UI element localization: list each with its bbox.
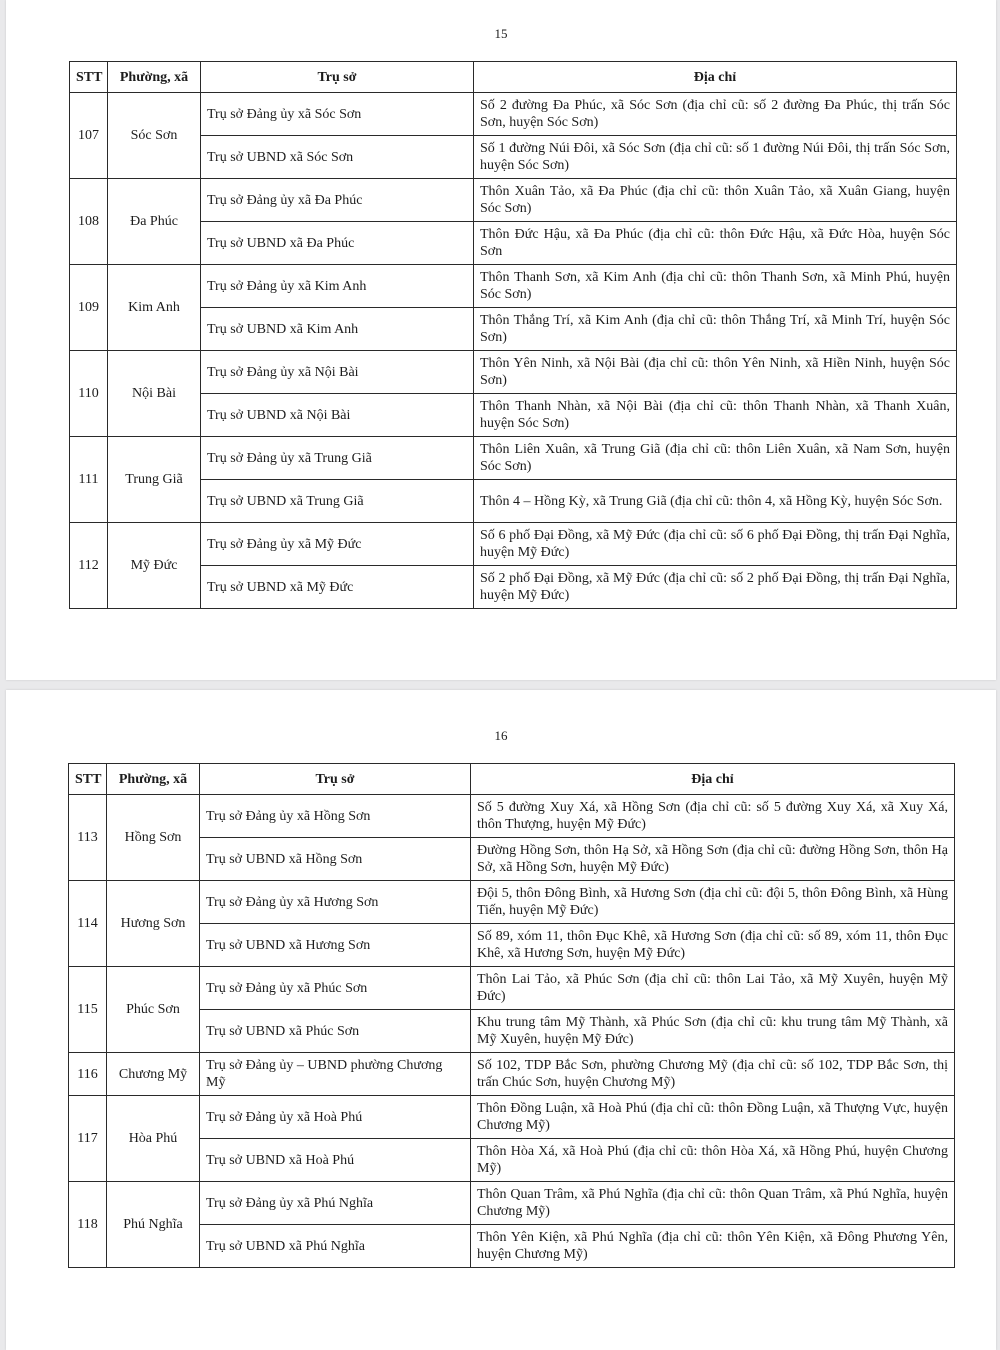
- table-row: [70, 222, 957, 265]
- header-ward: Phường, xã: [107, 764, 200, 795]
- address-cell: Thôn Hòa Xá, xã Hoà Phú (địa chỉ cũ: thôn Hòa Xá, xã Hồng Phú, huyện Chương Mỹ): [471, 1139, 955, 1182]
- office-cell: Trụ sở UBND xã Hoà Phú: [200, 1139, 471, 1182]
- address-cell: Thôn Yên Ninh, xã Nội Bài (địa chỉ cũ: thôn Yên Ninh, xã Hiền Ninh, huyện Sóc Sơn): [474, 351, 957, 394]
- stt-cell: 109: [70, 265, 108, 351]
- ward-cell: Đa Phúc: [108, 179, 201, 265]
- office-cell: Trụ sở Đảng ủy xã Sóc Sơn: [201, 93, 474, 136]
- office-cell: Trụ sở UBND xã Hồng Sơn: [200, 838, 471, 881]
- stt-cell: 118: [69, 1182, 107, 1268]
- address-cell: Thôn Yên Kiện, xã Phú Nghĩa (địa chỉ cũ: thôn Yên Kiện, xã Đông Phương Yên, huyện Chương Mỹ): [471, 1225, 955, 1268]
- stt-cell: 111: [70, 437, 108, 523]
- table-row: [70, 93, 957, 136]
- table-header-row: [70, 62, 957, 93]
- table-row: [69, 1096, 955, 1139]
- header-ward: Phường, xã: [108, 62, 201, 93]
- address-cell: Thôn Thanh Nhàn, xã Nội Bài (địa chỉ cũ: thôn Thanh Nhàn, xã Thanh Xuân, huyện Sóc Sơn): [474, 394, 957, 437]
- address-cell: Đường Hồng Sơn, thôn Hạ Sở, xã Hồng Sơn (địa chỉ cũ: đường Hồng Sơn, thôn Hạ Sở, xã Hồng Sơn, huyện Mỹ Đức): [471, 838, 955, 881]
- ward-cell: Phú Nghĩa: [107, 1182, 200, 1268]
- ward-cell: Hòa Phú: [107, 1096, 200, 1182]
- table-header-row: [69, 764, 955, 795]
- address-cell: Số 2 đường Đa Phúc, xã Sóc Sơn (địa chỉ cũ: số 2 đường Đa Phúc, thị trấn Sóc Sơn, huyện Sóc Sơn): [474, 93, 957, 136]
- table-row: [69, 795, 955, 838]
- address-cell: Số 6 phố Đại Đồng, xã Mỹ Đức (địa chỉ cũ: số 6 phố Đại Đồng, thị trấn Đại Nghĩa, huyện Mỹ Đức): [474, 523, 957, 566]
- office-cell: Trụ sở UBND xã Trung Giã: [201, 480, 474, 523]
- address-cell: Thôn Quan Trâm, xã Phú Nghĩa (địa chỉ cũ: thôn Quan Trâm, xã Phú Nghĩa, huyện Chương Mỹ): [471, 1182, 955, 1225]
- table-row: [69, 1139, 955, 1182]
- stt-cell: 110: [70, 351, 108, 437]
- office-cell: Trụ sở Đảng ủy xã Hương Sơn: [200, 881, 471, 924]
- table-row: [69, 1053, 955, 1096]
- office-cell: Trụ sở UBND xã Phúc Sơn: [200, 1010, 471, 1053]
- address-cell: Thôn Thanh Sơn, xã Kim Anh (địa chỉ cũ: thôn Thanh Sơn, xã Minh Phú, huyện Sóc Sơn): [474, 265, 957, 308]
- address-cell: Số 102, TDP Bắc Sơn, phường Chương Mỹ (địa chỉ cũ: số 102, TDP Bắc Sơn, thị trấn Chúc Sơn, huyện Chương Mỹ): [471, 1053, 955, 1096]
- stt-cell: 108: [70, 179, 108, 265]
- table-row: [70, 480, 957, 523]
- ward-cell: Mỹ Đức: [108, 523, 201, 609]
- address-cell: Thôn Lai Tảo, xã Phúc Sơn (địa chỉ cũ: thôn Lai Tảo, xã Mỹ Xuyên, huyện Mỹ Đức): [471, 967, 955, 1010]
- office-cell: Trụ sở UBND xã Nội Bài: [201, 394, 474, 437]
- office-cell: Trụ sở UBND xã Đa Phúc: [201, 222, 474, 265]
- office-address-table: [68, 763, 955, 1268]
- ward-cell: Hương Sơn: [107, 881, 200, 967]
- stt-cell: 107: [70, 93, 108, 179]
- table-row: [69, 1225, 955, 1268]
- document-page-15: [6, 0, 996, 680]
- header-stt: STT: [70, 62, 108, 93]
- stt-cell: 114: [69, 881, 107, 967]
- table-row: [69, 1010, 955, 1053]
- table-row: [69, 838, 955, 881]
- table-row: [70, 136, 957, 179]
- stt-cell: 115: [69, 967, 107, 1053]
- table-row: [70, 394, 957, 437]
- address-cell: Đội 5, thôn Đông Bình, xã Hương Sơn (địa chỉ cũ: đội 5, thôn Đông Bình, xã Hùng Tiến, huyện Mỹ Đức): [471, 881, 955, 924]
- address-cell: Thôn Đức Hậu, xã Đa Phúc (địa chỉ cũ: thôn Đức Hậu, xã Đức Hòa, huyện Sóc Sơn: [474, 222, 957, 265]
- ward-cell: Chương Mỹ: [107, 1053, 200, 1096]
- table-row: [70, 523, 957, 566]
- address-cell: Số 5 đường Xuy Xá, xã Hồng Sơn (địa chỉ cũ: số 5 đường Xuy Xá, xã Xuy Xá, thôn Thượng, huyện Mỹ Đức): [471, 795, 955, 838]
- stt-cell: 116: [69, 1053, 107, 1096]
- table-row: [70, 437, 957, 480]
- table-row: [69, 924, 955, 967]
- office-cell: Trụ sở Đảng ủy xã Hồng Sơn: [200, 795, 471, 838]
- table-row: [70, 351, 957, 394]
- office-cell: Trụ sở Đảng ủy xã Trung Giã: [201, 437, 474, 480]
- office-cell: Trụ sở Đảng ủy xã Mỹ Đức: [201, 523, 474, 566]
- table-row: [69, 881, 955, 924]
- office-cell: Trụ sở Đảng ủy – UBND phường Chương Mỹ: [200, 1053, 471, 1096]
- page-number: 15: [494, 26, 508, 41]
- office-cell: Trụ sở Đảng ủy xã Đa Phúc: [201, 179, 474, 222]
- ward-cell: Sóc Sơn: [108, 93, 201, 179]
- document-page-16: [6, 690, 996, 1350]
- page-number: 16: [494, 728, 508, 743]
- address-cell: Số 2 phố Đại Đồng, xã Mỹ Đức (địa chỉ cũ: số 2 phố Đại Đồng, thị trấn Đại Nghĩa, huyện Mỹ Đức): [474, 566, 957, 609]
- address-cell: Thôn Xuân Tảo, xã Đa Phúc (địa chỉ cũ: thôn Xuân Tảo, xã Xuân Giang, huyện Sóc Sơn): [474, 179, 957, 222]
- office-cell: Trụ sở Đảng ủy xã Phúc Sơn: [200, 967, 471, 1010]
- ward-cell: Kim Anh: [108, 265, 201, 351]
- table-row: [70, 566, 957, 609]
- office-cell: Trụ sở UBND xã Kim Anh: [201, 308, 474, 351]
- table-row: [69, 967, 955, 1010]
- address-cell: Khu trung tâm Mỹ Thành, xã Phúc Sơn (địa chỉ cũ: khu trung tâm Mỹ Thành, xã Mỹ Xuyên, huyện Mỹ Đức): [471, 1010, 955, 1053]
- ward-cell: Trung Giã: [108, 437, 201, 523]
- office-cell: Trụ sở Đảng ủy xã Hoà Phú: [200, 1096, 471, 1139]
- office-cell: Trụ sở UBND xã Hương Sơn: [200, 924, 471, 967]
- ward-cell: Nội Bài: [108, 351, 201, 437]
- office-cell: Trụ sở Đảng ủy xã Nội Bài: [201, 351, 474, 394]
- office-cell: Trụ sở Đảng ủy xã Kim Anh: [201, 265, 474, 308]
- office-cell: Trụ sở UBND xã Mỹ Đức: [201, 566, 474, 609]
- stt-cell: 112: [70, 523, 108, 609]
- address-cell: Số 1 đường Núi Đôi, xã Sóc Sơn (địa chỉ cũ: số 1 đường Núi Đôi, thị trấn Sóc Sơn, huyện Sóc Sơn): [474, 136, 957, 179]
- header-office: Trụ sở: [200, 764, 471, 795]
- stt-cell: 113: [69, 795, 107, 881]
- address-cell: Thôn 4 – Hồng Kỳ, xã Trung Giã (địa chỉ cũ: thôn 4, xã Hồng Kỳ, huyện Sóc Sơn.: [474, 480, 957, 523]
- table-row: [70, 265, 957, 308]
- table-row: [70, 179, 957, 222]
- office-cell: Trụ sở UBND xã Phú Nghĩa: [200, 1225, 471, 1268]
- stt-cell: 117: [69, 1096, 107, 1182]
- header-address: Địa chỉ: [471, 764, 955, 795]
- address-cell: Thôn Đồng Luận, xã Hoà Phú (địa chỉ cũ: thôn Đồng Luận, xã Thượng Vực, huyện Chương Mỹ): [471, 1096, 955, 1139]
- office-address-table: [69, 61, 957, 609]
- office-cell: Trụ sở UBND xã Sóc Sơn: [201, 136, 474, 179]
- address-cell: Số 89, xóm 11, thôn Đục Khê, xã Hương Sơn (địa chỉ cũ: số 89, xóm 11, thôn Đục Khê, xã Hương Sơn, huyện Mỹ Đức): [471, 924, 955, 967]
- office-cell: Trụ sở Đảng ủy xã Phú Nghĩa: [200, 1182, 471, 1225]
- ward-cell: Hồng Sơn: [107, 795, 200, 881]
- header-office: Trụ sở: [201, 62, 474, 93]
- header-stt: STT: [69, 764, 107, 795]
- address-cell: Thôn Liên Xuân, xã Trung Giã (địa chỉ cũ: thôn Liên Xuân, xã Nam Sơn, huyện Sóc Sơn): [474, 437, 957, 480]
- table-row: [69, 1182, 955, 1225]
- address-cell: Thôn Thắng Trí, xã Kim Anh (địa chỉ cũ: thôn Thắng Trí, xã Minh Trí, huyện Sóc Sơn): [474, 308, 957, 351]
- table-row: [70, 308, 957, 351]
- ward-cell: Phúc Sơn: [107, 967, 200, 1053]
- header-address: Địa chỉ: [474, 62, 957, 93]
